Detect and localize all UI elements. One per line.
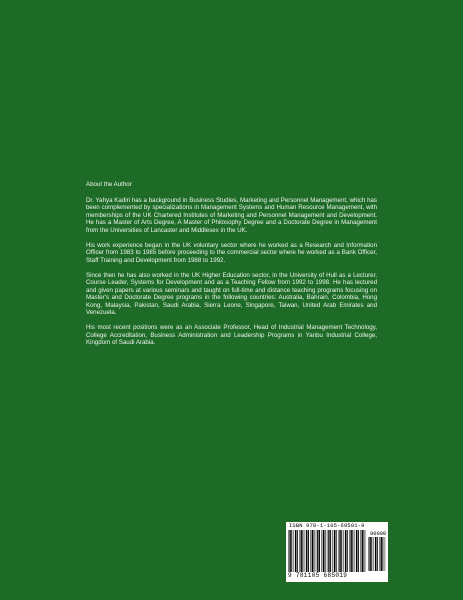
barcode-bar [338,530,339,572]
barcode-bar [368,537,369,571]
barcode-bar [291,530,292,572]
barcode-bar [327,530,328,572]
bio-paragraph-early-career: His work experience began in the UK voluntary sector where he worked as a Research and Information Officer from 1983 to 1985 before proceeding to the commercial sector where he worked as a Bank Officer, Staff Training and Development from 1988 to 1992. [86,241,377,264]
barcode-bar [299,530,300,572]
barcode-bar [325,530,326,572]
barcode-bar [360,530,361,572]
barcode-addon-bars [368,537,386,573]
about-author-section [86,181,377,354]
barcode-bar [316,530,317,572]
barcode-bar [358,530,359,572]
isbn-barcode [286,522,388,582]
barcode-bar [341,530,342,572]
barcode-bar [336,530,337,572]
barcode-main-bars [288,530,366,574]
barcode-bar [314,530,315,572]
barcode-bar [356,530,357,572]
barcode-bar [347,530,348,572]
barcode-bar [382,537,383,571]
barcode-bar [345,530,346,572]
barcode-bar [308,530,309,572]
bio-paragraph-education: Dr. Yahya Kadiri has a background in Business Studies, Marketing and Personnel Management, which has been complemented by specializations in Management Systems and Human Resource Management, with memberships of the UK Chartered Institutes of Marketing and Personnel Management and Development. He has a Master of Arts Degree, A Master of Philosophy Degree and a Doctorate Degree in Management from the Universities of Lancaster and Middlesex in the UK. [86,196,377,234]
barcode-bar [374,537,375,571]
barcode-bar [288,530,289,572]
bio-paragraph-recent-positions: His most recent positions were as an Associate Professor, Head of Industrial Management Technology, College Accreditation, Business Administration and Leadership Programs in Yanbu Industrial College, Kingdom of Saudi Arabia. [86,324,377,346]
barcode-bar [295,530,296,572]
barcode-bar [344,530,345,572]
barcode-bar [306,530,307,572]
barcode-bar [339,530,340,572]
barcode-bar [310,530,311,572]
price-code: 90000 [370,531,387,537]
barcode-bar [371,537,372,571]
isbn-label: ISBN 978-1-105-68501-9 [289,523,365,529]
barcode-bar [349,530,350,572]
barcode-bar [301,530,302,572]
barcode-bar [332,530,333,572]
barcode-bar [334,530,335,572]
barcode-bar [369,537,370,571]
barcode-bar [312,530,313,572]
about-author-heading: About the Author [86,181,132,188]
barcode-bar [302,530,303,572]
barcode-bar [330,530,331,572]
barcode-bar [328,530,329,572]
barcode-bar [323,530,324,572]
barcode-bar [305,530,306,572]
barcode-bar [319,530,320,572]
barcode-bar [362,530,363,572]
barcode-bar [297,530,298,572]
barcode-bar [363,530,364,572]
barcode-bar [379,537,380,571]
barcode-bar [294,530,295,572]
barcode-bar [289,530,290,572]
barcode-bar [381,537,382,571]
bio-paragraph-higher-education: Since then he has also worked in the UK Higher Education sector, in the University of Hull as a Lecturer, Course Leader, Systems for Development and as a Teaching Fellow from 1992 to 1998. He has lectured and given papers at various seminars and taught on full-time and distance teaching programs focusing on Master's and Doctorate Degree programs in the following countries: Australia, Bahrain, Colombia, Hong Kong, Malaysia, Pakistan, Saudi Arabia, Sierra Leone, Singapore, Taiwan, United Arab Emirates and Venezuela. [86,271,377,316]
barcode-bar [352,530,353,572]
barcode-bar [375,537,376,571]
barcode-bar [377,537,378,571]
barcode-bar [321,530,322,572]
barcode-bar [385,537,386,571]
barcode-bar [355,530,356,572]
barcode-digits: 9 781105 685019 [288,572,348,579]
barcode-bar [350,530,351,572]
barcode-bar [317,530,318,572]
